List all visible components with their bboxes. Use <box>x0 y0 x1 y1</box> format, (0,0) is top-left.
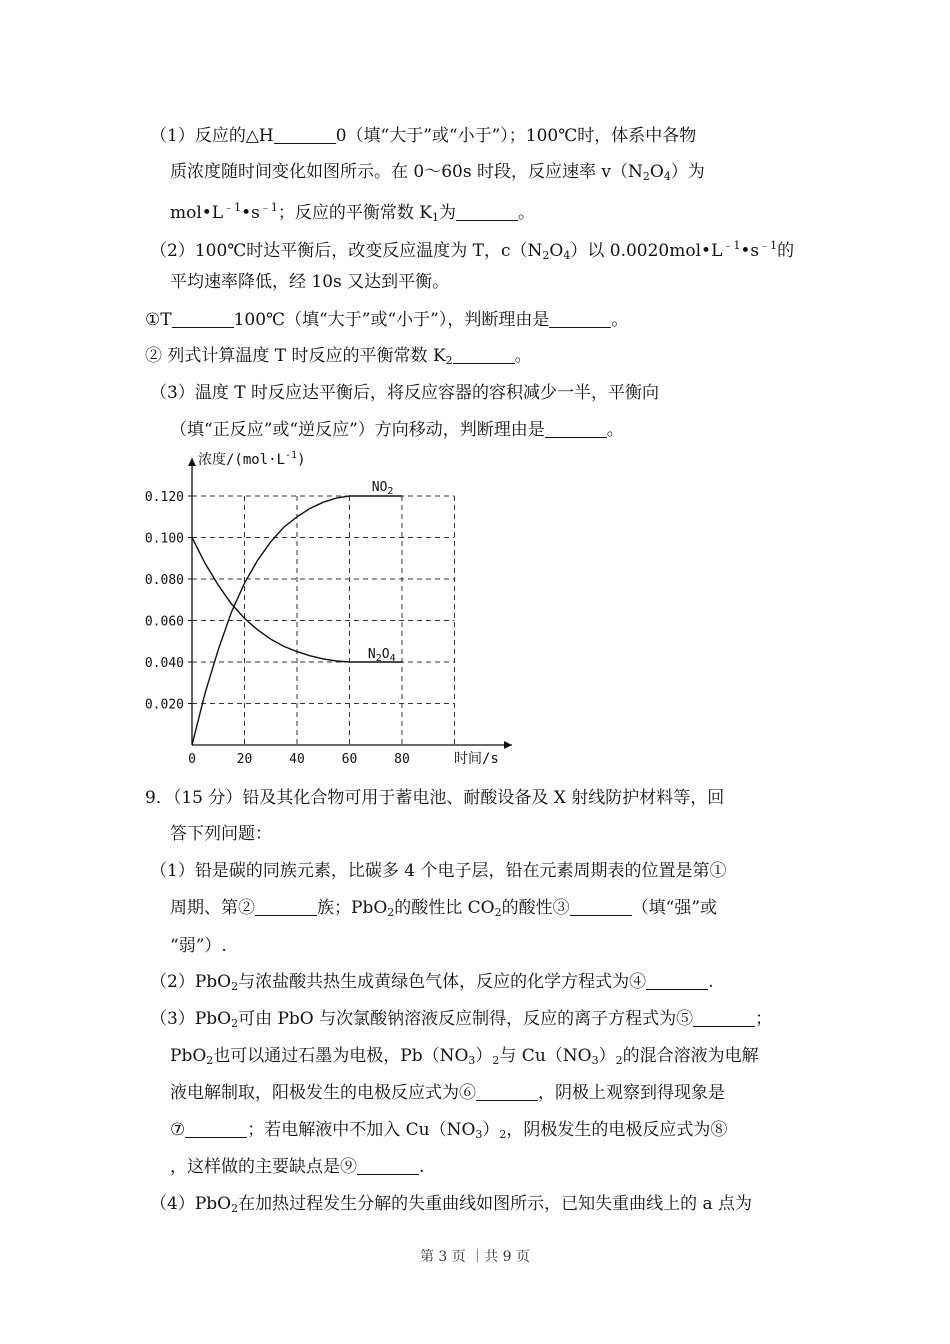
concentration-time-chart <box>140 448 520 773</box>
subscript: 2 <box>642 170 650 183</box>
text-line <box>150 1192 752 1221</box>
text-segment: ）以 0.0020mol•L <box>570 241 723 261</box>
text-segment: ①T <box>145 310 172 330</box>
series-label-n2o4: $N_2O_4$ <box>367 647 396 664</box>
page-footer: 第 3 页 ｜共 9 页 <box>419 1249 531 1265</box>
x-tick-label: 0 <box>188 752 196 767</box>
text-segment: 。 <box>514 346 532 366</box>
text-segment: 周期、第② <box>170 898 255 918</box>
text-segment: （填“强”或 <box>631 898 718 918</box>
subscript: 3 <box>475 1128 483 1141</box>
answer-blank <box>456 202 518 221</box>
subscript: 2 <box>206 1054 214 1067</box>
text-segment: ② 列式计算温度 T 时反应的平衡常数 K <box>145 346 446 366</box>
x-tick-label: 40 <box>289 752 305 767</box>
text-segment: “弱”）. <box>170 936 227 956</box>
text-segment: 液电解制取，阳极发生的电极反应式为⑥ <box>170 1083 476 1103</box>
text-line <box>170 270 449 294</box>
text-segment: 的混合溶液为电解 <box>622 1046 759 1066</box>
text-segment: PbO <box>170 1046 207 1066</box>
text-segment: . <box>708 972 714 992</box>
text-segment: ）为 <box>670 162 705 182</box>
text-segment: 100℃（填“大于”或“小于”），判断理由是 <box>233 310 550 330</box>
y-tick-label: 0.120 <box>144 490 184 505</box>
text-segment: •s <box>740 241 760 261</box>
subscript: 2 <box>615 1054 623 1067</box>
subscript: 2 <box>499 1128 507 1141</box>
text-segment: 0（填“大于”或“小于”）；100℃时，体系中各物 <box>335 126 697 146</box>
subscript: 2 <box>492 1054 500 1067</box>
text-segment: 也可以通过石墨为电极，Pb（NO <box>213 1046 469 1066</box>
text-line <box>170 1118 727 1147</box>
answer-blank <box>274 125 336 144</box>
text-line <box>150 381 659 405</box>
text-segment: 。 <box>611 310 629 330</box>
x-axis-arrow <box>504 741 512 749</box>
text-line <box>150 234 794 268</box>
text-segment: ） <box>598 1046 616 1066</box>
text-segment: ，阴极发生的电极反应式为⑧ <box>506 1120 728 1140</box>
text-line <box>145 344 532 373</box>
text-segment: （2）100℃时达平衡后，改变反应温度为 T，c（N <box>150 241 543 261</box>
subscript: 2 <box>542 249 550 262</box>
text-segment: O <box>549 241 564 261</box>
answer-blank <box>646 971 708 990</box>
text-segment: 族；PbO <box>317 898 388 918</box>
text-line <box>170 196 535 230</box>
text-segment: 的 <box>777 241 795 261</box>
superscript: ﹣1 <box>759 239 778 252</box>
answer-blank <box>255 897 317 916</box>
text-segment: 。 <box>606 420 624 440</box>
text-segment: 平均速率降低，经 10s 又达到平衡。 <box>170 272 450 292</box>
text-segment: mol•L <box>170 203 224 223</box>
answer-blank <box>185 1119 247 1138</box>
series-label-sub: 2 <box>375 653 382 664</box>
series-label-no2: $NO_2$ <box>371 480 394 497</box>
text-line <box>170 418 624 442</box>
text-segment: （4）PbO <box>150 1194 232 1214</box>
subscript: 2 <box>387 906 395 919</box>
text-segment: ，这样做的主要缺点是⑨ <box>170 1157 357 1177</box>
text-line <box>150 970 713 999</box>
text-segment: ⑦ <box>170 1120 186 1140</box>
text-line <box>150 859 726 883</box>
text-line <box>170 1081 725 1105</box>
subscript: 4 <box>663 170 671 183</box>
text-line <box>170 1155 424 1179</box>
y-tick-label: 0.040 <box>144 656 184 671</box>
text-segment: 的酸性比 CO <box>394 898 495 918</box>
subscript: 2 <box>445 354 453 367</box>
text-line <box>150 1007 772 1036</box>
superscript: ﹣1 <box>722 239 741 252</box>
text-line <box>150 124 696 148</box>
text-segment: 与 Cu（NO <box>499 1046 592 1066</box>
text-line <box>170 896 717 925</box>
text-line <box>145 786 724 810</box>
text-segment: ；反应的平衡常数 K <box>277 203 432 223</box>
answer-blank <box>357 1156 419 1175</box>
text-segment: ，阴极上观察到得现象是 <box>538 1083 725 1103</box>
subscript: 2 <box>231 1017 239 1030</box>
y-tick-label: 0.060 <box>144 614 184 630</box>
text-segment: ； <box>755 1009 773 1029</box>
x-tick-label: 60 <box>341 752 358 767</box>
subscript: 2 <box>494 906 502 919</box>
text-segment: 在加热过程发生分解的失重曲线如图所示，已知失重曲线上的 a 点为 <box>238 1194 753 1214</box>
subscript: 1 <box>431 211 439 224</box>
y-tick-label: 0.080 <box>144 573 184 588</box>
subscript: 2 <box>231 1202 239 1215</box>
text-segment: （3）PbO <box>150 1009 232 1029</box>
series-label-sub: 4 <box>389 653 396 664</box>
subscript: 3 <box>468 1054 476 1067</box>
answer-blank <box>570 897 632 916</box>
x-tick-label: 20 <box>236 752 253 767</box>
text-line <box>170 1044 759 1073</box>
subscript: 4 <box>563 249 571 262</box>
subscript: 2 <box>231 980 239 993</box>
answer-blank <box>549 309 611 328</box>
text-segment: 为 <box>438 203 456 223</box>
text-segment: •s <box>241 203 260 223</box>
x-axis-label: 时间/s <box>454 751 499 767</box>
answer-blank <box>693 1008 755 1027</box>
text-line <box>170 160 705 189</box>
text-segment: O <box>649 162 664 182</box>
y-axis-label: 浓度$/(mol\cdot L^{-1})$ <box>198 450 306 468</box>
text-segment: ） <box>475 1046 493 1066</box>
subscript: 3 <box>591 1054 599 1067</box>
text-line <box>170 822 272 846</box>
text-segment: 答下列问题： <box>170 824 272 844</box>
text-segment: （2）PbO <box>150 972 232 992</box>
text-segment: （填“正反应”或“逆反应”）方向移动，判断理由是 <box>170 420 545 440</box>
answer-blank <box>172 309 234 328</box>
text-segment: （3）温度 T 时反应达平衡后，将反应容器的容积减少一半，平衡向 <box>150 383 659 403</box>
series-label-sub: 2 <box>387 486 394 497</box>
answer-blank <box>453 345 515 364</box>
text-segment: 与浓盐酸共热生成黄绿色气体，反应的化学方程式为④ <box>238 972 647 992</box>
text-segment: 。 <box>517 203 535 223</box>
text-segment: . <box>419 1157 425 1177</box>
text-segment: 可由 PbO 与次氯酸钠溶液反应制得，反应的离子方程式为⑤ <box>238 1009 694 1029</box>
answer-blank <box>545 419 607 438</box>
text-segment: 9．（15 分）铅及其化合物可用于蓄电池、耐酸设备及 X 射线防护材料等，回 <box>145 788 725 808</box>
y-axis-label-sup: -1 <box>285 450 298 461</box>
answer-blank <box>476 1082 538 1101</box>
text-line <box>145 308 628 332</box>
superscript: ﹣1 <box>259 201 278 214</box>
text-segment: ） <box>482 1120 500 1140</box>
y-axis-label-close: ) <box>297 452 306 468</box>
text-segment: 的酸性③ <box>501 898 570 918</box>
y-tick-label: 0.020 <box>144 697 184 713</box>
series-label-mid: O <box>381 647 390 662</box>
text-line <box>170 934 227 958</box>
x-tick-label: 80 <box>394 752 410 767</box>
superscript: ﹣1 <box>223 201 242 214</box>
y-axis-arrow <box>188 458 196 466</box>
text-segment: （1）反应的△H <box>150 126 274 146</box>
text-segment: ；若电解液中不加入 Cu（NO <box>247 1120 476 1140</box>
y-tick-label: 0.100 <box>144 531 184 547</box>
text-segment: 质浓度随时间变化如图所示。在 0～60s 时段，反应速率 v（N <box>170 162 643 182</box>
text-segment: （1）铅是碳的同族元素，比碳多 4 个电子层，铅在元素周期表的位置是第① <box>150 861 727 881</box>
